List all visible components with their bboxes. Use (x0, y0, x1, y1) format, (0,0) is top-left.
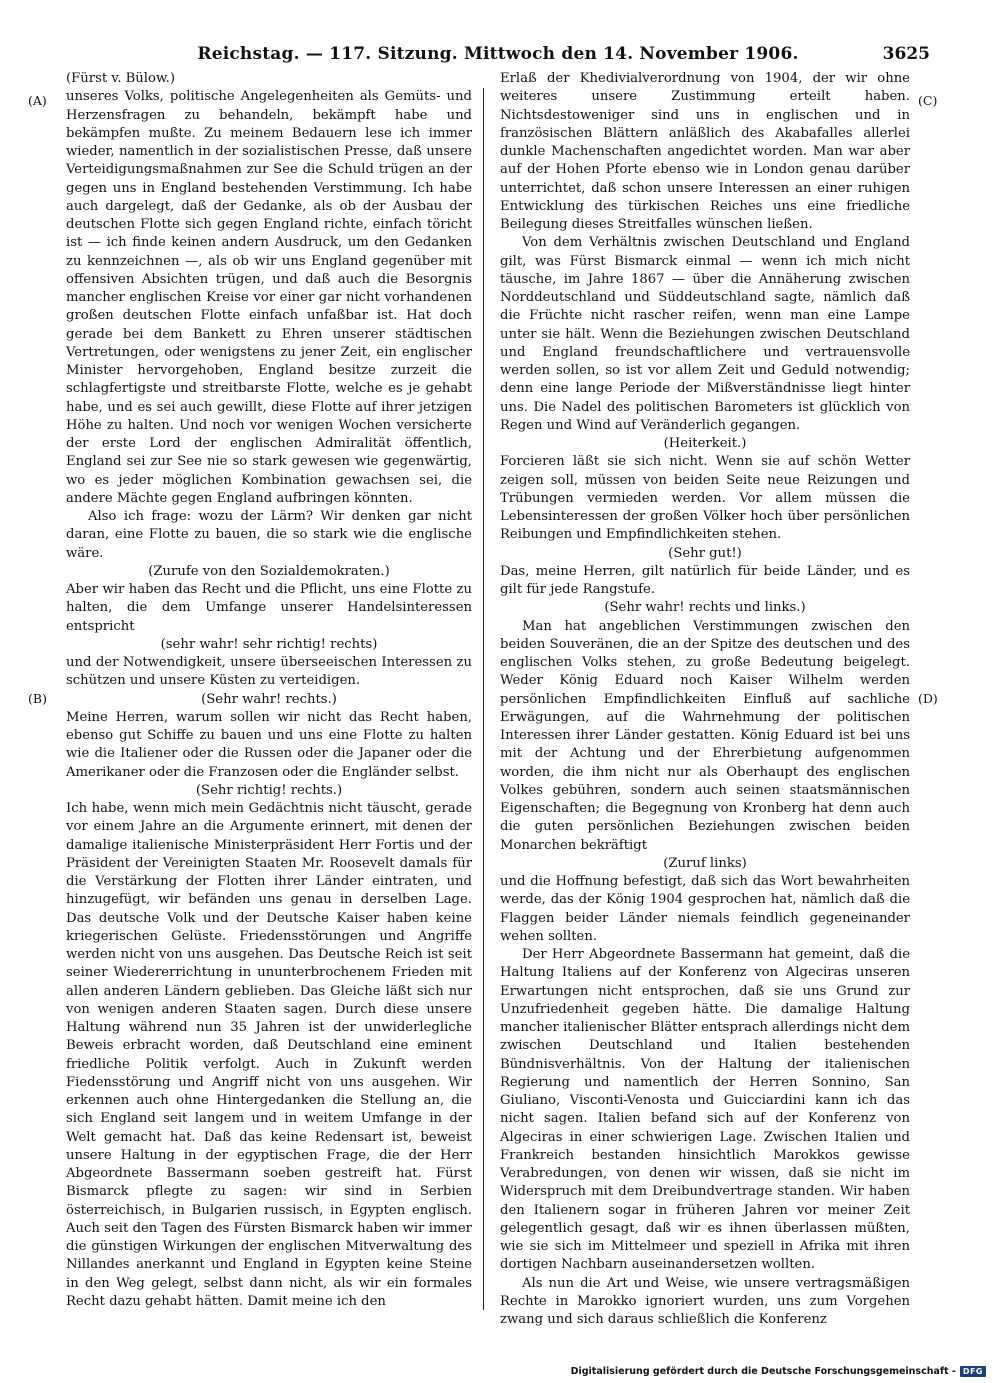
paragraph: Erlaß der Khedivialverordnung von 1904, der wir ohne weiteres unsere Zustimmung erteilt haben. Nichtsdestoweniger sind uns in englischen und in französischen Blättern anläßlich des Akabafalles allerlei dunkle Machenschaften angedichtet worden. Man war aber auf der Hohen Pforte ebenso wie in London genau darüber unterrichtet, daß schon unsere Interessen an einer ruhigen Entwicklung des türkischen Reiches uns eine friedliche Beilegung dieses Streitfalles wünschen ließen. (500, 71, 910, 232)
paragraph: und die Hoffnung befestigt, daß sich das Wort bewahrheiten werde, das der König 1904 gesprochen hat, nämlich daß die Flaggen beider Länder niemals feindlich gegeneinander wehen sollten. (500, 874, 910, 944)
interjection: (Sehr wahr! rechts und links.) (604, 600, 806, 616)
interjection: (Sehr gut!) (668, 545, 742, 561)
paragraph: Aber wir haben das Recht und die Pflicht, uns eine Flotte zu halten, die dem Umfange unserer Handelsinteressen entspricht (66, 582, 472, 634)
paragraph: Das, meine Herren, gilt natürlich für beide Länder, und es gilt für jede Rangstufe. (500, 563, 910, 597)
footer-text: Digitalisierung gefördert durch die Deutsche Forschungsgemeinschaft - (570, 1365, 956, 1377)
paragraph: Also ich frage: wozu der Lärm? Wir denken gar nicht daran, eine Flotte zu bauen, die so stark wie die englische wäre. (66, 509, 472, 561)
paragraph: unseres Volks, politische Angelegenheiten als Gemüts- und Herzensfragen zu behandeln, bekämpft habe und bekämpfen mußte. Zu meinem Bedauern lese ich immer wieder, namentlich in der sozialistischen Presse, daß unsere Verteidigungsmaßnahmen zur See die Schuld trügen an der gegen uns in England bestehenden Verstimmung. Ich habe auch dargelegt, daß der Gedanke, als ob der Ausbau der deutschen Flotte sich gegen England richte, einfach töricht ist — ich finde keinen andern Ausdruck, um den Gedanken zu kennzeichnen —, als ob wir uns England gegenüber mit offensiven Absichten trügen, und daß auch die Besorgnis mancher englischen Kreise vor einer gar nicht vorhandenen großen deutschen Flotte einfach unfaßbar ist. Hat doch gerade bei dem Bankett zu Ehren unserer städtischen Vertretungen, oder wenigstens zu jener Zeit, ein englischer Minister hervorgehoben, England besitze zurzeit die schlagfertigste und streitbarste Flotte, welche es je gehabt habe, und es sei auch gewillt, diese Flotte auf ihrer jetzigen Höhe zu halten. Und noch vor wenigen Wochen versicherte der erste Lord der englischen Admiralität öffentlich, England sei zur See nie so stark gewesen wie gegenwärtig, wo es jeder möglichen Kombination gewachsen sei, die andere Mächte gegen England aufbringen könnten. (66, 89, 472, 506)
interjection: (sehr wahr! sehr richtig! rechts) (160, 636, 378, 652)
paragraph: Forcieren läßt sie sich nicht. Wenn sie auf schön Wetter zeigen soll, müssen von beiden Seite neue Reizungen und Trübungen vermieden werden. Vor allem müssen die Lebensinteressen der großen Völker hoch über persönlichen Reibungen und Empfindlichkeiten stehen. (500, 454, 910, 543)
paragraph: Als nun die Art und Weise, wie unsere vertragsmäßigen Rechte in Marokko ignoriert wurden, uns zum Vorgehen zwang und sich daraus schließlich die Konferenz (500, 1275, 910, 1327)
interjection: (Zurufe von den Sozialdemokraten.) (148, 563, 390, 579)
dfg-logo-icon: DFG (960, 1366, 986, 1377)
paragraph: Von dem Verhältnis zwischen Deutschland und England gilt, was Fürst Bismarck einmal — wenn ich mich nicht täusche, im Jahre 1867 — über die Annäherung zwischen Norddeutschland und Süddeutschland sagte, nämlich daß die Früchte nicht rascher reifen, wenn man eine Lampe unter sie hält. Wenn die Beziehungen zwischen Deutschland und England freundschaftlichere und vertrauensvolle werden sollen, so ist vor allem Zeit und Geduld notwendig; denn eine lange Periode der Mißverständnisse liegt hinter uns. Die Nadel des politischen Barometers ist glücklich von Regen und Wind auf Veränderlich gegangen. (500, 235, 910, 433)
left-column (66, 70, 472, 1311)
margin-marker-b: (B) (28, 691, 47, 706)
margin-marker-d: (D) (918, 691, 938, 706)
interjection: (Zuruf links) (663, 855, 747, 871)
interjection: (Sehr richtig! rechts.) (195, 782, 343, 798)
right-column (500, 70, 910, 1329)
paragraph: Man hat angeblichen Verstimmungen zwischen den beiden Souveränen, die an der Spitze des deutschen und des englischen Volks stehen, zu große Bedeutung beigelegt. Weder König Eduard noch Kaiser Wilhelm werden persönlichen Empfindlichkeiten Einfluß auf sachliche Erwägungen, auf die Wahrnehmung der politischen Interessen ihrer Länder gestatten. König Eduard ist bei uns mit der Achtung und der Ehrerbietung aufgenommen worden, die ihm nicht nur als Oberhaupt des englischen Volkes gebühren, sondern auch seinen staatsmännischen Eigenschaften; die Begegnung von Kronberg hat denn auch die guten persönlichen Beziehungen zwischen beiden Monarchen bekräftigt (500, 618, 910, 853)
margin-marker-c: (C) (918, 93, 938, 108)
page-header (66, 44, 930, 70)
interjection: (Heiterkeit.) (663, 436, 747, 451)
paragraph: Der Herr Abgeordnete Bassermann hat gemeint, daß die Haltung Italiens auf der Konferenz von Algeciras unseren Erwartungen nicht entsprochen, daß sie uns Grund zur Unzufriedenheit gegeben hätte. Die damalige Haltung mancher italienischer Blätter entsprach allerdings nicht dem zwischen Deutschland und Italien bestehenden Bündnisverhältnis. Von der Haltung der italienischen Regierung und namentlich der Herren Sonnino, San Giuliano, Visconti-Venosta und Guicciardini kann ich das nicht sagen. Italien befand sich auf der Konferenz von Algeciras in einer schwierigen Lage. Zwischen Italien und Frankreich bestanden hinsichtlich Marokkos gewisse Verabredungen, von denen wir wissen, daß sie nicht im Widerspruch mit dem Dreibundvertrage standen. Wir haben den Italienern sogar in früheren Jahren vor meiner Zeit gelegentlich gesagt, daß wir es ihnen überlassen müßten, wie sie sich im Mittelmeer und speziell in Afrika mit ihren dortigen Nachbarn auseinandersetzen wollten. (500, 947, 910, 1273)
paragraph: und der Notwendigkeit, unsere überseeischen Interessen zu schützen und unsere Küsten zu verteidigen. (66, 655, 472, 689)
margin-marker-a: (A) (28, 93, 47, 108)
page-number: 3625 (882, 44, 930, 64)
paragraph: Meine Herren, warum sollen wir nicht das Recht haben, ebenso gut Schiffe zu bauen und uns eine Flotte zu halten wie die Italiener oder die Russen oder die Japaner oder die Amerikaner oder die Franzosen oder die Engländer selbst. (66, 709, 472, 780)
paragraph: Ich habe, wenn mich mein Gedächtnis nicht täuscht, gerade vor einem Jahre an die Argumente erinnert, mit denen der damalige italienische Ministerpräsident Herr Fortis und der Präsident der Vereinigten Staaten Mr. Roosevelt damals für die Verstärkung der Flotten ihrer Länder eintraten, und hinzugefügt, wir befänden uns genau in derselben Lage. Das deutsche Volk und der Deutsche Kaiser haben keine kriegerischen Gelüste. Friedensstörungen und Angriffe werden nicht von uns ausgehen. Das Deutsche Reich ist seit seiner Wiedererrichtung in ununterbrochenem Frieden mit allen anderen Ländern geblieben. Das Gleiche läßt sich nur von wenigen anderen Staaten sagen. Durch diese unsere Haltung während nun 35 Jahren ist der unwiderlegliche Beweis erbracht worden, daß Deutschland eine eminent friedliche Politik verfolgt. Auch in Zukunft werden Fiedensstörung und Angriff nicht von uns ausgehen. Wir erkennen auch ohne Hintergedanken die Stellung an, die sich England seit langem und in weitem Umfange in der Welt gemacht hat. Daß das keine Redensart ist, beweist unsere Haltung in der egyptischen Frage, die der Herr Abgeordnete Bassermann soeben gestreift hat. Fürst Bismarck pflegte zu sagen: wir sind in Serbien österreichisch, in Bulgarien russisch, in Egypten englisch. Auch seit den Tagen des Fürsten Bismarck haben wir immer die günstigen Wirkungen der englischen Mitverwaltung des Nillandes anerkannt und England in Egypten keine Steine in den Weg gelegt, selbst dann nicht, als wir ein formales Recht dazu gehabt hätten. Damit meine ich den (66, 801, 472, 1309)
running-title: Reichstag. — 117. Sitzung. Mittwoch den 14. November 1906. (197, 44, 799, 64)
speaker-label: (Fürst v. Bülow.) (66, 71, 176, 86)
column-divider (483, 88, 484, 1310)
digitization-footer (560, 1364, 986, 1378)
interjection: (Sehr wahr! rechts.) (201, 691, 337, 707)
